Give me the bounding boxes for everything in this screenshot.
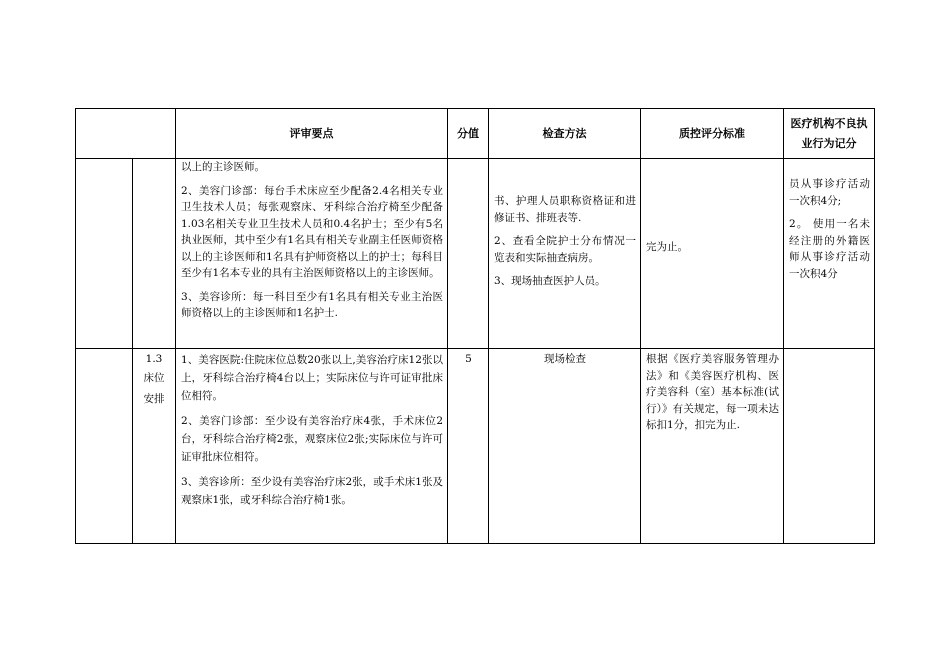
table-row-bed-arrangement bbox=[76, 349, 875, 544]
header-row bbox=[76, 109, 875, 159]
method-text: 2、查看全院护士分布情况一览表和实际抽查病房。 bbox=[494, 235, 636, 264]
record-text: 员从事诊疗活动一次积4分; bbox=[789, 178, 870, 207]
record-text: 2。 使用一名未经注册的外籍医师从事诊疗活动一次积4分 bbox=[789, 218, 870, 280]
item-name: 床位安排 bbox=[143, 371, 165, 405]
cell-record-empty bbox=[784, 349, 875, 544]
header-scoring-standard: 质控评分标准 bbox=[641, 109, 784, 159]
header-score: 分值 bbox=[448, 109, 489, 159]
cell-item bbox=[133, 349, 176, 544]
review-text: 3、美容诊所：至少设有美容治疗床2张，或手术床1张及观察床1张，或牙科综合治疗椅1张。 bbox=[181, 476, 443, 506]
method-text: 书、护理人员职称资格证和进修证书、排班表等. bbox=[494, 195, 636, 224]
standard-text: 根据《医疗美容服务管理办法》和《美容医疗机构、医疗美容科（室）基本标准(试行）》有关规定，每一项未达标扣1分，扣完为止. bbox=[646, 353, 779, 431]
method-text: 3、现场抽查医护人员。 bbox=[494, 275, 606, 287]
table-row-staffing bbox=[76, 159, 875, 349]
review-text: 3、美容诊所：每一科目至少有1名具有相关专业主治医师资格以上的主诊医师和1名护士. bbox=[181, 290, 443, 319]
cell-item-no-empty bbox=[76, 159, 133, 349]
review-text: 1、美容医院:住院床位总数20张以上,美容治疗床12张以上，牙科综合治疗椅4台以上；实际床位与许可证审批床位相符。 bbox=[181, 354, 443, 402]
header-blank bbox=[76, 109, 176, 159]
method-text: 现场检查 bbox=[544, 353, 586, 365]
cell-score-empty bbox=[448, 159, 489, 349]
header-check-method: 检查方法 bbox=[489, 109, 641, 159]
item-number: 1.3 bbox=[145, 353, 163, 365]
cell-scoring-standard bbox=[641, 159, 784, 349]
cell-check-method bbox=[489, 349, 641, 544]
review-text: 以上的主诊医师。 bbox=[181, 161, 265, 173]
score-value: 5 bbox=[465, 353, 472, 365]
cell-item-name-empty bbox=[133, 159, 176, 349]
review-table bbox=[75, 108, 875, 544]
cell-bad-practice-record bbox=[784, 159, 875, 349]
cell-empty bbox=[76, 349, 133, 544]
review-text: 2、美容门诊部：每台手术床应至少配备2.4名相关专业卫生技术人员；每张观察床、牙科综合治疗椅至少配备1.03名相关专业卫生技术人员和0.4名护士；至少有5名执业医师，其中至少有1名具有相关专业副主任医师资格以上的主诊医师和1名具有护师资格以上的护士；每科目至少有1名本专业的具有主治医师资格以上的主诊医师。 bbox=[181, 184, 443, 279]
cell-review-points bbox=[176, 159, 448, 349]
cell-scoring-standard bbox=[641, 349, 784, 544]
cell-review-points bbox=[176, 349, 448, 544]
header-bad-practice-record: 医疗机构不良执业行为记分 bbox=[784, 109, 875, 159]
review-text: 2、美容门诊部：至少设有美容治疗床4张，手术床位2台，牙科综合治疗椅2张，观察床位2张;实际床位与许可证审批床位相符。 bbox=[181, 415, 443, 463]
standard-text: 完为止。 bbox=[646, 241, 688, 253]
header-review-points: 评审要点 bbox=[176, 109, 448, 159]
cell-check-method bbox=[489, 159, 641, 349]
cell-score bbox=[448, 349, 489, 544]
